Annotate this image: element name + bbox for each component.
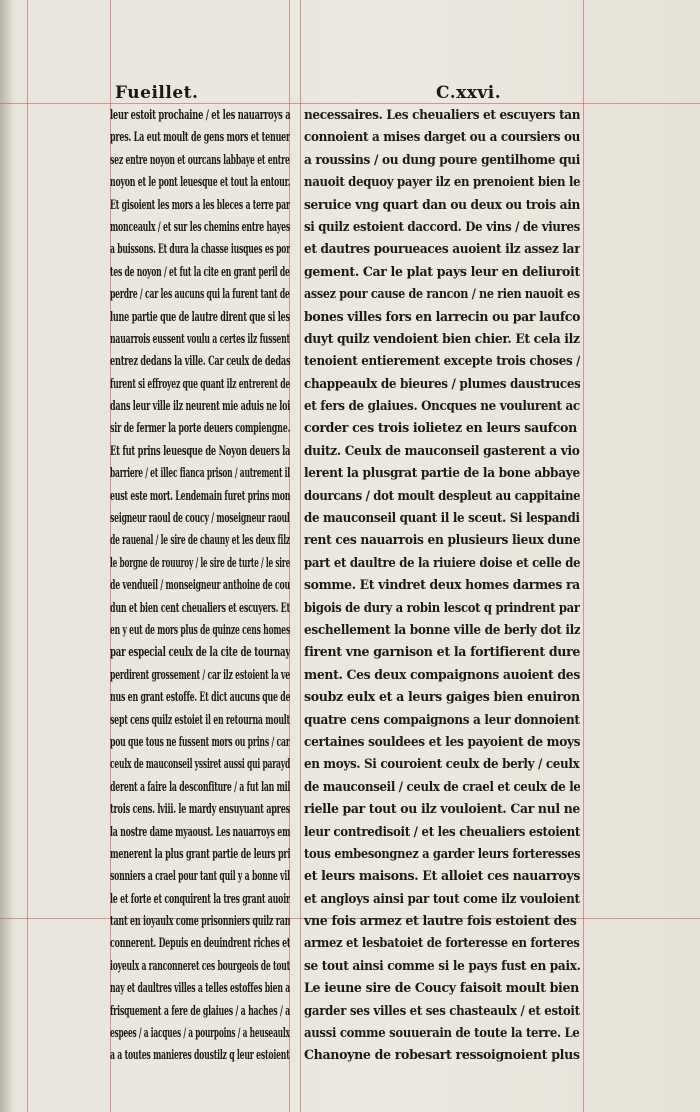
text-line: lune partie que de lautre dirent que si les [110, 308, 290, 324]
column-rule-3 [300, 0, 301, 1112]
text-line: corder ces trois iolietez en leurs saufcon [304, 420, 577, 436]
text-line: espees / a iacques / a pourpoins / a heuseaulx [110, 1025, 290, 1041]
text-line: quatre cens compaignons a leur donnoient [304, 711, 580, 727]
text-line: de mauconseil / ceulx de crael et ceulx de le [304, 778, 581, 794]
text-line: a a toutes manieres doustilz q leur estoient [110, 1047, 290, 1063]
text-line: connerent. Depuis en deuindrent riches et [110, 935, 291, 951]
text-line: dans leur ville ilz neurent mie aduis ne loi [110, 398, 290, 414]
text-line: Le ieune sire de Coucy faisoit moult bien [304, 980, 579, 996]
text-line: Chanoyne de robesart ressoignoient plus [304, 1047, 580, 1063]
text-line: tes de noyon / et fut la cite en grant peril de [110, 263, 290, 279]
text-line: nauoit dequoy payer ilz en prenoient bien le [304, 174, 580, 190]
text-line: Et gisoient les mors a les bleces a terre par [110, 196, 290, 212]
text-line: connoient a mises darget ou a coursiers ou [304, 129, 581, 145]
text-line: entrez dedans la ville. Car ceulx de dedas [110, 353, 291, 369]
text-line: seruice vng quart dan ou deux ou trois ain [304, 196, 580, 212]
folio-number: C.xxvi. [436, 83, 502, 103]
text-line: se tout ainsi comme si le pays fust en paix. [304, 957, 581, 973]
text-line: part et daultre de la riuiere doise et celle de [304, 554, 580, 570]
folio-header-left: Fueillet. [115, 83, 199, 103]
text-line: aussi comme souuerain de toute la terre. Le [304, 1025, 580, 1041]
text-line: ioyeulx a ranconneret ces bourgeois de tout [110, 957, 290, 973]
text-line: Et fut prins leuesque de Noyon deuers la [110, 442, 291, 458]
text-line: firent vne garnison et la fortifierent dure [304, 644, 580, 660]
text-line: tant en ioyaulx come prisonniers quilz ran [110, 913, 291, 929]
text-line: bones villes fors en larrecin ou par laufco [304, 308, 580, 324]
text-line: a buissons. Et dura la chasse iusques es por [110, 241, 290, 257]
text-line: pres. La eut moult de gens mors et tenuer [110, 129, 290, 145]
text-line: trois cens. lviii. le mardy ensuyuant apres [110, 801, 290, 817]
text-line: par especial ceulx de la cite de tournay [110, 644, 290, 660]
text-line: barriere / et illec fianca prison / autrement il [110, 465, 290, 481]
text-line: sept cens quilz estoiet il en retourna moult [110, 711, 290, 727]
text-line: seigneur raoul de coucy / moseigneur raoul [110, 510, 290, 526]
text-line: armez et lesbatoiet de forteresse en forteres [304, 935, 580, 951]
text-line: et leurs maisons. Et alloiet ces nauarroys [304, 868, 580, 884]
text-line: pou que tous ne fussent mors ou prins / car [110, 733, 290, 749]
text-line: le et forte et conquirent la tres grant auoir [110, 890, 290, 906]
text-line: nauarrois eussent voulu a certes ilz fussent [110, 330, 290, 346]
text-line: perdre / car les aucuns qui la furent tant de [110, 286, 290, 302]
text-column-left [110, 104, 290, 1067]
text-line: dourcans / dot moult despleut au cappitaine [304, 487, 580, 503]
text-line: ceulx de mauconseil yssiret aussi qui parayd [110, 756, 290, 772]
text-line: necessaires. Les cheualiers et escuyers tan [304, 107, 580, 122]
text-line: de vendueil / monseigneur anthoine de cou [110, 577, 290, 593]
text-line: rielle par tout ou ilz vouloient. Car nul ne [304, 801, 580, 817]
text-line: duyt quilz vendoient bien chier. Et cela ilz [304, 330, 580, 346]
text-line: tenoient entierement excepte trois choses / [304, 353, 580, 369]
text-line: tous embesongnez a garder leurs forteresses [304, 845, 581, 861]
text-line: si quilz estoient daccord. De vins / de viures [304, 218, 580, 234]
text-line: nay et daultres villes a telles estoffes bien a [110, 980, 290, 996]
text-line: frisquement a fere de glaiues / a haches / a [110, 1002, 290, 1018]
text-line: a roussins / ou dung poure gentilhome qui [304, 151, 580, 167]
text-line: le borgne de rouuroy / le sire de turte / le sire [110, 554, 290, 570]
column-rule-4 [583, 0, 584, 1112]
text-line: somme. Et vindret deux homes darmes ra [304, 577, 580, 593]
text-line: lerent la plusgrat partie de la bone abbaye [304, 465, 580, 481]
text-line: en y eut de mors plus de quinze cens homes [110, 621, 290, 637]
text-line: noyon et le pont leuesque et tout la entour. [110, 174, 291, 190]
text-line: leur estoit prochaine / et les nauarroys a [110, 107, 291, 122]
text-line: nus en grant estoffe. Et dict aucuns que de [110, 689, 291, 705]
text-line: perdirent grossement / car ilz estoient la ve [110, 666, 290, 682]
text-line: sir de fermer la porte deuers compiengne. [110, 420, 291, 436]
text-line: menerent la plus grant partie de leurs pri [110, 845, 291, 861]
text-line: monceaulx / et sur les chemins entre hayes [110, 218, 291, 234]
text-line: de mauconseil quant il le sceut. Si lespandi [304, 510, 580, 526]
text-line: certaines souldees et les payoient de moys [304, 733, 580, 749]
text-line: soubz eulx et a leurs gaiges bien enuiron [304, 689, 580, 705]
text-line: vne fois armez et lautre fois estoient des [304, 913, 577, 929]
text-line: furent si effroyez que quant ilz entrerent de [110, 375, 290, 391]
text-line: sez entre noyon et ourcans labbaye et entre [110, 151, 290, 167]
text-line: garder ses villes et ses chasteaulx / et estoit [304, 1002, 580, 1018]
text-line: dun et bien cent cheualiers et escuyers. Et [110, 599, 290, 615]
text-line: et angloys ainsi par tout come ilz vouloient [304, 890, 580, 906]
text-line: et fers de glaiues. Oncques ne voulurent ac [304, 398, 580, 414]
text-line: et dautres pourueaces auoient ilz assez lar [304, 241, 581, 257]
text-column-right [304, 104, 580, 1067]
text-line: rent ces nauarrois en plusieurs lieux dune [304, 532, 581, 548]
text-line: gement. Car le plat pays leur en deliuroit [304, 263, 580, 279]
binding-shadow [0, 0, 14, 1112]
text-line: en moys. Si couroient ceulx de berly / ceulx [304, 756, 580, 772]
text-line: assez pour cause de rancon / ne rien nauoit es [304, 286, 580, 302]
text-line: eust este mort. Lendemain furet prins mon [110, 487, 291, 503]
margin-rule-left [27, 0, 28, 1112]
text-line: de rauenal / le sire de chauny et les deux filz [110, 532, 290, 548]
text-line: derent a faire la desconfiture / a fut lan mil [110, 778, 291, 794]
text-line: ment. Ces deux compaignons auoient des [304, 666, 580, 682]
text-line: chappeaulx de bieures / plumes daustruces [304, 375, 581, 391]
text-line: duitz. Ceulx de mauconseil gasterent a vio [304, 442, 580, 458]
text-line: sonniers a crael pour tant quil y a bonne vil [110, 868, 290, 884]
text-line: la nostre dame myaoust. Les nauarroys em [110, 823, 290, 839]
text-line: eschellement la bonne ville de berly dot ilz [304, 621, 581, 637]
text-line: leur contredisoit / et les cheualiers estoient [304, 823, 581, 839]
text-line: bigois de dury a robin lescot q prindrent par [304, 599, 580, 615]
